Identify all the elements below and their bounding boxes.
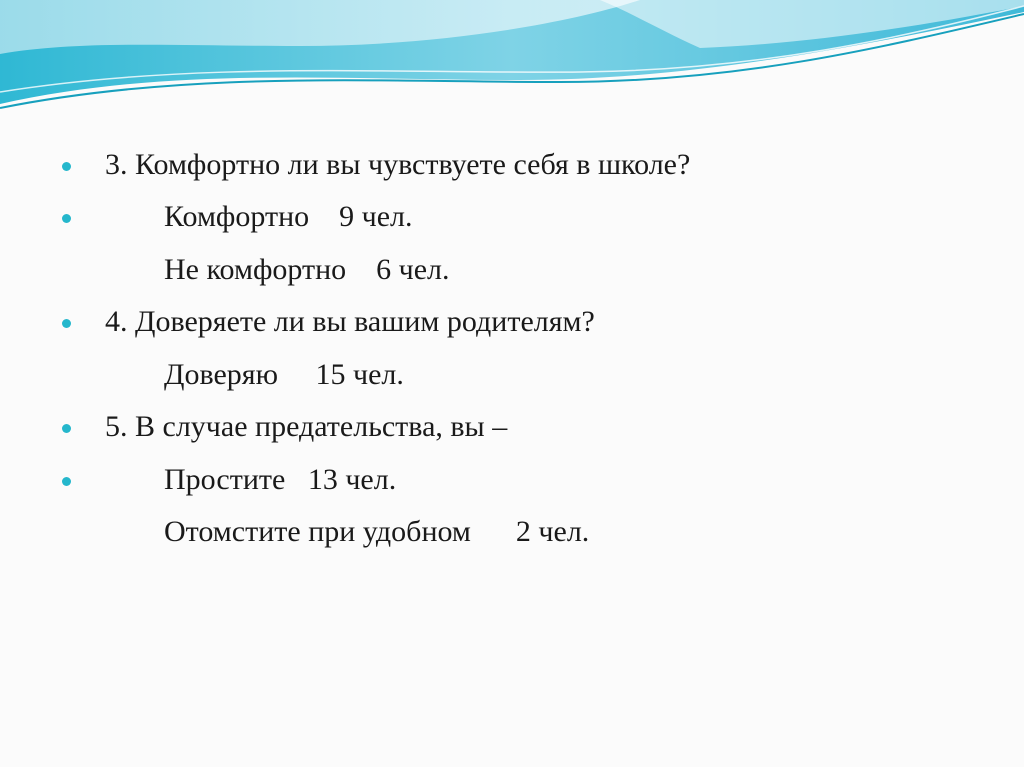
answer-count: 2 чел.: [515, 515, 590, 548]
question-3: [60, 86, 980, 181]
question-text: 3. Комфортно ли вы чувствуете себя в школе?: [105, 147, 691, 181]
answer-label: Комфортно: [164, 200, 310, 233]
question-4: [60, 244, 980, 338]
answer-item: [60, 401, 980, 496]
answer-item: [60, 139, 980, 233]
bullet-dot-icon: [62, 214, 71, 223]
bullet-dot-icon: [62, 319, 71, 328]
answer-count: 13 чел.: [307, 462, 397, 496]
answer-label: Доверяю: [164, 357, 278, 391]
question-text: 4. Доверяете ли вы вашим родителям?: [105, 305, 595, 338]
answer-count: 6 чел.: [376, 252, 450, 286]
bullet-dot-icon: [62, 424, 71, 433]
answer-item: [60, 454, 980, 548]
answer-count: 9 чел.: [339, 200, 413, 233]
answer-label: Отомстите при удобном: [164, 515, 471, 548]
answer-item: [60, 296, 980, 391]
question-5: [60, 349, 980, 443]
answer-label: Не комфортно: [164, 252, 347, 286]
bullet-dot-icon: [62, 162, 71, 171]
answer-label: Простите: [164, 462, 286, 496]
answer-item: [60, 191, 980, 286]
survey-results: [60, 86, 980, 548]
bullet-dot-icon: [62, 477, 71, 486]
question-text: 5. В случае предательства, вы –: [105, 410, 508, 443]
answer-count: 15 чел.: [315, 357, 404, 391]
